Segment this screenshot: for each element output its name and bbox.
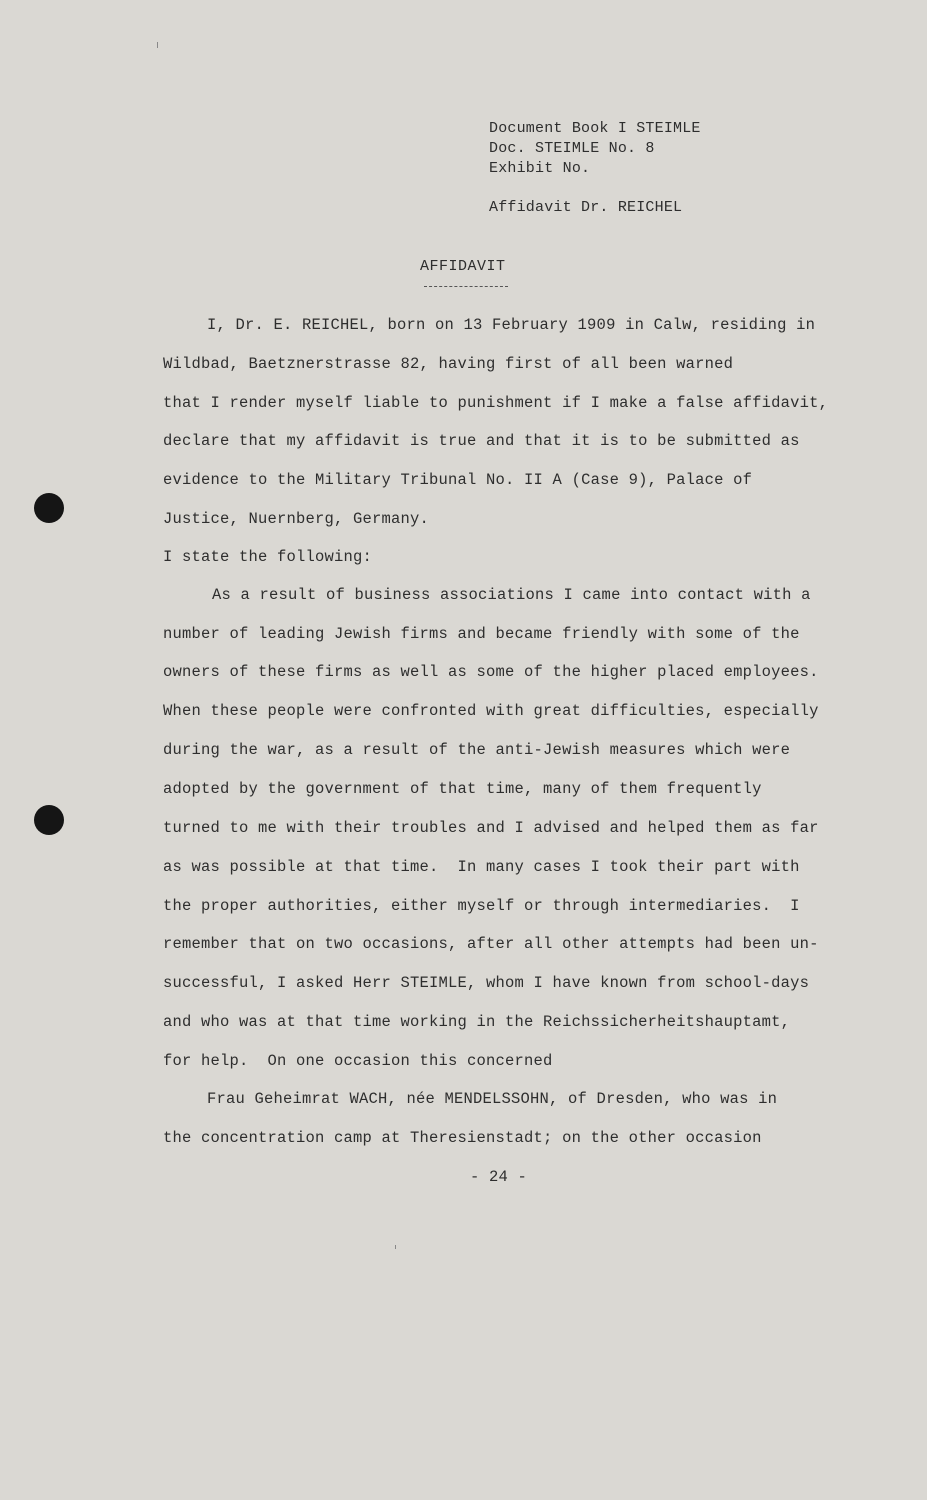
body-line: remember that on two occasions, after all other attempts had been un- <box>163 935 819 953</box>
body-line: successful, I asked Herr STEIMLE, whom I have known from school-days <box>163 974 810 992</box>
body-line: As a result of business associations I came into contact with a <box>212 586 811 604</box>
body-line: for help. On one occasion this concerned <box>163 1052 553 1070</box>
header-affidavit-name: Affidavit Dr. REICHEL <box>489 199 683 216</box>
body-line: evidence to the Military Tribunal No. II A (Case 9), Palace of <box>163 471 753 489</box>
body-line: When these people were confronted with great difficulties, especially <box>163 702 819 720</box>
punch-hole-upper <box>34 493 64 523</box>
body-line: adopted by the government of that time, many of them frequently <box>163 780 762 798</box>
body-line: Frau Geheimrat WACH, née MENDELSSOHN, of Dresden, who was in <box>207 1090 778 1108</box>
header-doc-number: Doc. STEIMLE No. 8 <box>489 140 655 157</box>
body-line: during the war, as a result of the anti-Jewish measures which were <box>163 741 791 759</box>
body-line: the concentration camp at Theresienstadt; on the other occasion <box>163 1129 762 1147</box>
paper-speck <box>395 1245 396 1249</box>
header-exhibit-number: Exhibit No. <box>489 160 591 177</box>
body-line: declare that my affidavit is true and that it is to be submitted as <box>163 432 800 450</box>
body-line: the proper authorities, either myself or through intermediaries. I <box>163 897 800 915</box>
title-underline <box>424 286 508 287</box>
body-line: and who was at that time working in the Reichssicherheitshauptamt, <box>163 1013 791 1031</box>
body-line: owners of these firms as well as some of the higher placed employees. <box>163 663 819 681</box>
body-line: Justice, Nuernberg, Germany. <box>163 510 430 528</box>
body-line: I, Dr. E. REICHEL, born on 13 February 1909 in Calw, residing in <box>207 316 816 334</box>
body-line: Wildbad, Baetznerstrasse 82, having first of all been warned <box>163 355 734 373</box>
body-line: that I render myself liable to punishment if I make a false affidavit, <box>163 394 829 412</box>
body-line: I state the following: <box>163 548 373 566</box>
document-title: AFFIDAVIT <box>420 258 506 275</box>
body-line: number of leading Jewish firms and became friendly with some of the <box>163 625 800 643</box>
punch-hole-lower <box>34 805 64 835</box>
body-line: as was possible at that time. In many cases I took their part with <box>163 858 800 876</box>
paper-speck <box>157 42 158 48</box>
body-line: turned to me with their troubles and I advised and helped them as far <box>163 819 819 837</box>
header-document-book: Document Book I STEIMLE <box>489 120 701 137</box>
page-number: - 24 - <box>470 1168 528 1186</box>
